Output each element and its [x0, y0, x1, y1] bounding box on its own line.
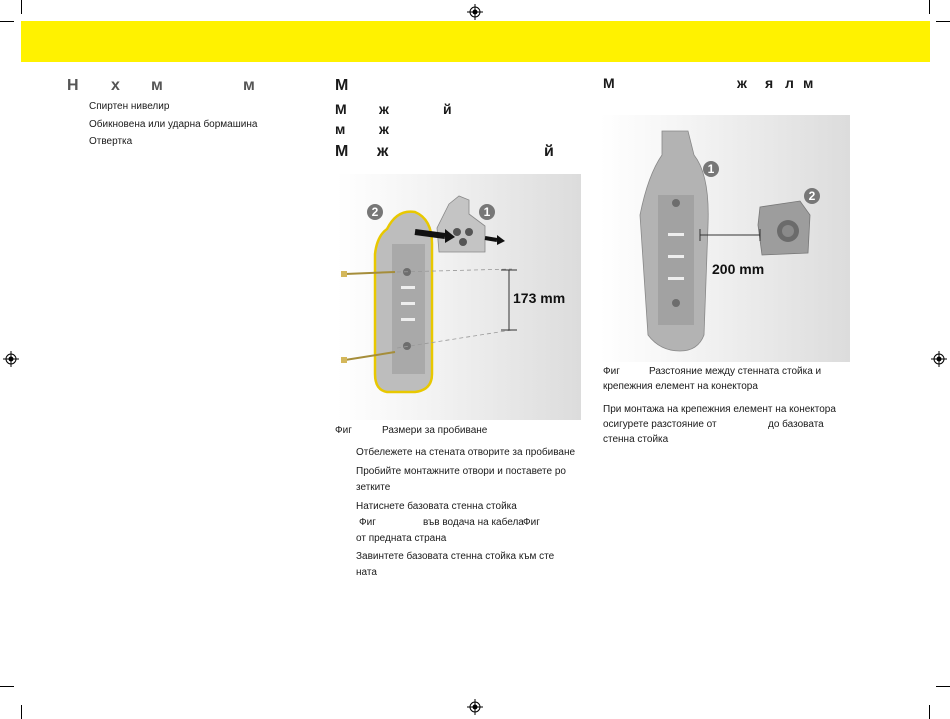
crop-mark-icon	[21, 0, 22, 14]
heading-word: Н	[67, 77, 79, 94]
heading-word: й	[544, 143, 554, 160]
dimension-label: 200 mm	[712, 261, 765, 277]
subsection-heading-3	[335, 143, 575, 163]
crop-mark-icon	[929, 0, 930, 14]
caption-text-line2: крепежния елемент на конектора	[603, 381, 758, 392]
heading-word: М	[335, 101, 347, 117]
heading-word: м	[243, 77, 255, 94]
heading-word: ж	[379, 101, 389, 117]
wall-mount-connector-illustration	[600, 115, 850, 362]
figure-label-1: 1	[703, 161, 719, 177]
step-fig-ref: Фиг	[359, 517, 376, 528]
tool-item: Отвертка	[89, 136, 133, 147]
registration-mark-icon	[467, 4, 483, 20]
heading-word: ж	[737, 75, 747, 91]
subsection-heading-line2	[335, 121, 575, 141]
heading-word: м	[151, 77, 163, 94]
crop-mark-icon	[936, 686, 950, 687]
section-heading	[335, 77, 575, 97]
dimension-label: 173 mm	[513, 290, 566, 306]
heading-word: М	[335, 77, 349, 94]
heading-word: х	[111, 77, 120, 94]
tool-item: Обикновена или ударна бормашина	[89, 119, 258, 130]
caption-prefix: Фиг	[603, 366, 620, 377]
paragraph-text: до базовата	[768, 419, 824, 430]
step-item-cont: от предната страна	[356, 533, 447, 544]
step-item: Завинтете базовата стенна стойка към сте	[356, 551, 555, 562]
figure-caption	[335, 423, 575, 438]
heading-word: м	[803, 75, 814, 91]
paragraph-line: При монтажа на крепежния елемент на конектора	[603, 404, 836, 415]
heading-word: М	[335, 143, 349, 160]
distance-figure	[600, 115, 850, 362]
figure-label-2: 2	[804, 188, 820, 204]
caption-text: Разстояние между стенната стойка и	[649, 366, 822, 377]
step-item-cont	[356, 515, 576, 531]
paragraph-line: стенна стойка	[603, 434, 669, 445]
caption-prefix: Фиг	[335, 425, 352, 436]
crop-mark-icon	[0, 686, 14, 687]
arrow-icon	[485, 235, 505, 245]
heading-word: л	[785, 75, 794, 91]
right-heading	[603, 75, 843, 95]
header-band	[21, 21, 930, 62]
step-item-cont: ната	[356, 567, 377, 578]
figure-label-1: 1	[479, 204, 495, 220]
heading-word: й	[443, 101, 452, 117]
tool-item: Спиртен нивелир	[89, 101, 170, 112]
registration-mark-icon	[3, 351, 19, 367]
registration-mark-icon	[467, 699, 483, 715]
step-text: във водача на кабела	[423, 517, 524, 528]
step-item: Натиснете базовата стенна стойка	[356, 501, 517, 512]
step-fig-ref: Фиг	[523, 517, 540, 528]
drilling-dimensions-figure	[337, 174, 581, 420]
step-item: Отбележете на стената отворите за пробиване	[356, 447, 576, 458]
tools-heading	[67, 77, 267, 97]
crop-mark-icon	[0, 21, 14, 22]
heading-word: м	[335, 121, 346, 137]
heading-word: ж	[379, 121, 389, 137]
heading-word: М	[603, 75, 615, 91]
paragraph-line	[603, 417, 848, 432]
figure-label-2: 2	[367, 204, 383, 220]
step-item-cont: зетките	[356, 482, 391, 493]
crop-mark-icon	[936, 21, 950, 22]
crop-mark-icon	[21, 705, 22, 719]
paragraph-text: осигурете разстояние от	[603, 419, 717, 430]
crop-mark-icon	[929, 705, 930, 719]
heading-word: ж	[377, 143, 389, 160]
step-item: Пробийте монтажните отвори и поставете ро	[356, 466, 566, 477]
registration-mark-icon	[931, 351, 947, 367]
figure-caption	[603, 364, 848, 394]
heading-word: я	[765, 75, 774, 91]
caption-text: Размери за пробиване	[382, 425, 488, 436]
subsection-heading	[335, 101, 575, 121]
